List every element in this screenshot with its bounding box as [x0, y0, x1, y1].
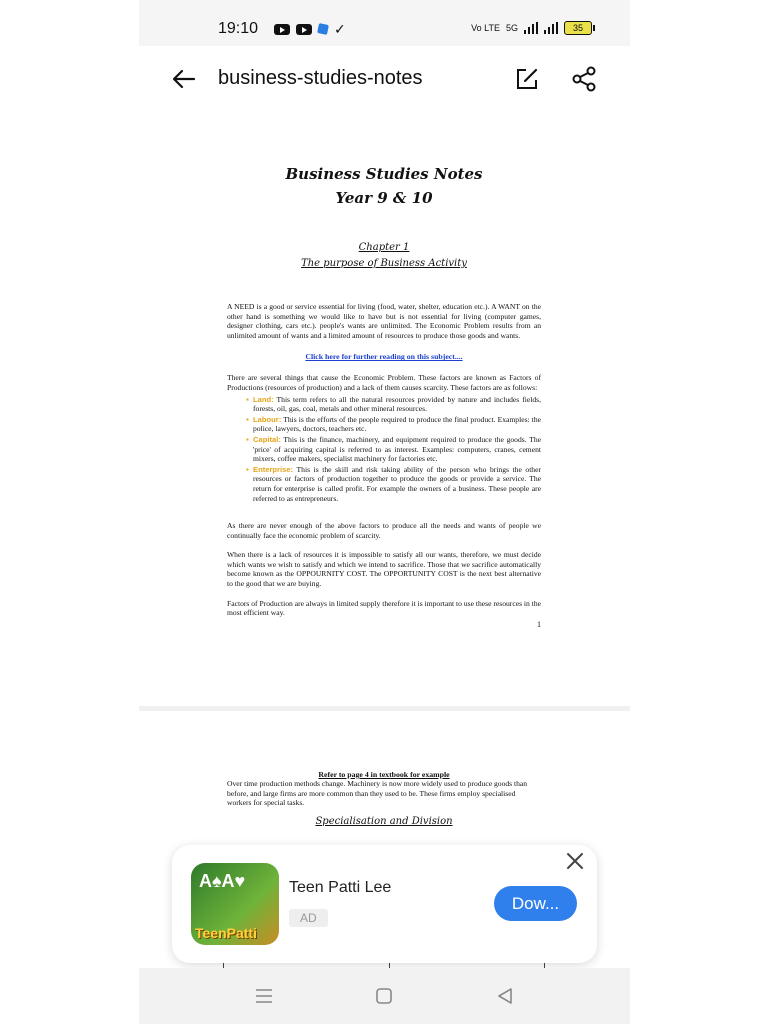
playing-cards-icon: A♠A♥ — [199, 871, 246, 891]
list-item: ▪ Labour: This is the efforts of the people required to produce the final product. Examples: the police, lawyers, doctors, teachers etc. — [253, 415, 541, 434]
back-icon[interactable] — [496, 987, 514, 1005]
paragraph: Factors of Production are always in limited supply therefore it is important to use these resources in the most efficient way. — [227, 598, 542, 618]
factors-list — [227, 395, 541, 504]
signal-icon — [524, 22, 538, 34]
further-reading-link[interactable]: Click here for further reading on this subject.... — [305, 352, 463, 362]
ad-app-name[interactable]: Teen Patti Lee — [289, 879, 392, 896]
phone-screen — [139, 0, 630, 1024]
page-number: 1 — [537, 619, 541, 629]
volte-label: Vo LTE — [471, 23, 500, 33]
paragraph: As there are never enough of the above factors to produce all the needs and wants of people we continually face the economic problem of scarcity. — [227, 521, 541, 540]
ad-download-button[interactable]: Dow... — [494, 886, 577, 921]
download-done-icon: ✓ — [334, 21, 346, 37]
share-icon[interactable] — [571, 66, 597, 92]
ad-app-icon[interactable] — [191, 863, 279, 945]
list-item: ▪ Land: This term refers to all the natural resources provided by nature and includes fields, forests, oil, gas, coal, metals and other mineral resources. — [253, 395, 541, 414]
list-item: ▪ Capital: This is the finance, machinery, and equipment required to produce the goods. The 'price' of acquiring capital is referred to as interest. Examples: computers, cranes, cement mixers, coffee makers, specialist machinery for factories etc. — [253, 435, 541, 464]
document-title: business-studies-notes — [218, 67, 423, 89]
battery-icon: 35 — [564, 21, 592, 35]
app-bar — [139, 46, 630, 112]
paragraph: There are several things that cause the Economic Problem. These factors are known as Factors of Productions (resources of production) and a lack of them causes scarcity. These factors are as follows: — [227, 373, 541, 392]
right-background — [630, 0, 768, 1024]
chapter-title: The purpose of Business Activity — [301, 258, 467, 269]
app-notification-icon — [317, 23, 329, 35]
document-page-2 — [227, 770, 541, 827]
recent-apps-icon[interactable] — [255, 988, 273, 1004]
paragraph: Over time production methods change. Machinery is now more widely used to produce goods than before, and large firms are more common than they used to be. These firms employ specialised workers for special tasks. — [227, 779, 528, 808]
youtube-icon — [296, 24, 312, 35]
ad-badge: AD — [289, 909, 328, 927]
paragraph: When there is a lack of resources it is impossible to satisfy all our wants, therefore, we must decide which wants we wish to satisfy and which we intend to sacrifice. Those that we sacrifice automatically become known as the OPPOURNITY COST. The OPPORTUNITY COST is the next best alternative to the good that we are buying. — [227, 550, 541, 589]
system-status — [471, 21, 592, 35]
document-page-1 — [227, 162, 541, 629]
home-icon[interactable] — [376, 988, 392, 1004]
status-time: 19:10 — [218, 20, 259, 37]
system-nav-bar — [139, 968, 630, 1024]
status-bar — [139, 0, 630, 46]
list-item: ▪ Enterprise: This is the skill and risk taking ability of the person who brings the other resources or factors of production together to produce the goods or provide a service. The return for enterprise is called profit. For example the owners of a business. These people are referred to as entrepreneurs. — [253, 465, 541, 503]
page2-reference: Refer to page 4 in textbook for example — [318, 770, 450, 779]
document-viewer[interactable] — [139, 112, 630, 972]
ad-banner[interactable] — [172, 845, 597, 963]
edit-icon[interactable] — [514, 66, 540, 92]
youtube-icon — [274, 24, 290, 35]
chapter-label: Chapter 1 — [358, 242, 410, 253]
close-icon[interactable] — [565, 851, 585, 871]
doc-subtitle: Year 9 & 10 — [335, 189, 433, 207]
doc-title: Business Studies Notes — [285, 165, 483, 183]
paragraph: A NEED is a good or service essential for living (food, water, shelter, education etc.). A WANT on the other hand is something we would like to have but is not essential for living (computer games, designer clothing, cars etc.). people's wants are unlimited. The Economic Problem results from an unlimited amount of wants and a limited amount of resources to produce those goods and wants. — [227, 302, 541, 340]
page-divider — [139, 706, 630, 711]
signal-icon — [544, 22, 558, 34]
ad-icon-label: TeenPatti — [195, 925, 257, 941]
notification-icons — [274, 22, 346, 36]
network-5g-label: 5G — [505, 23, 518, 33]
section-heading: Specialisation and Division — [315, 815, 453, 827]
left-background — [0, 0, 139, 1024]
back-arrow-icon[interactable] — [169, 64, 199, 94]
